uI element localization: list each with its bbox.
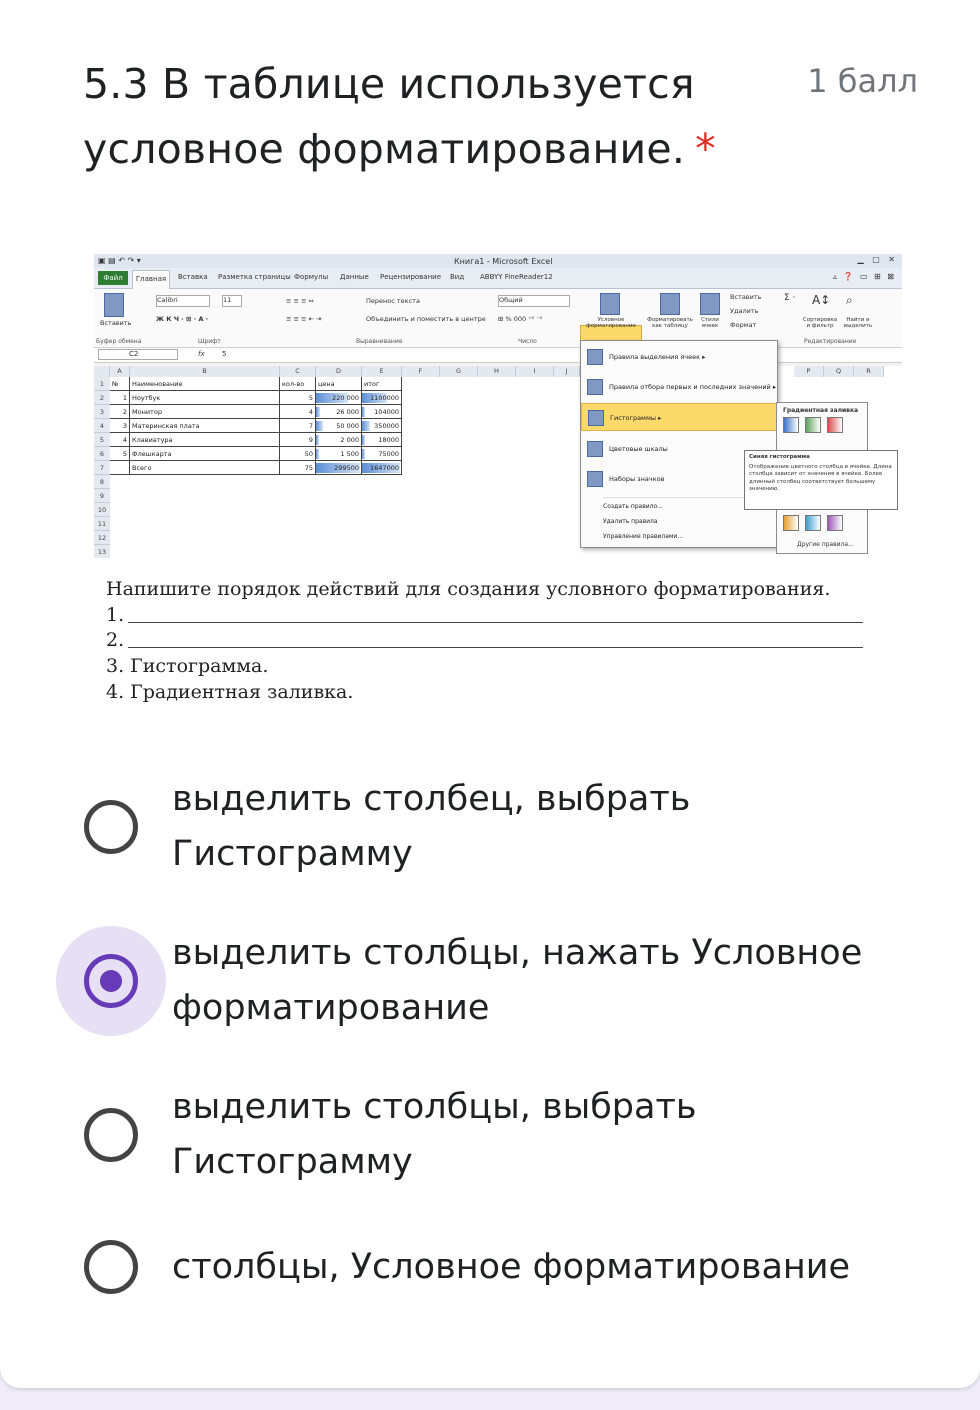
table-cell: 1 500 <box>316 447 362 461</box>
points-label: 1 балл <box>807 62 918 100</box>
column-header: B <box>130 366 280 377</box>
data-bar <box>316 435 319 445</box>
menu-item-label: Цветовые шкалы <box>609 445 668 453</box>
radio-button[interactable] <box>84 1240 138 1294</box>
excel-ribbon <box>94 289 902 348</box>
more-rules-link: Другие правила... <box>797 541 854 548</box>
table-cell: 7 <box>280 419 316 433</box>
group-editing: Редактирование <box>804 338 857 345</box>
table-cell: Ноутбук <box>130 391 280 405</box>
color-scales-icon <box>587 441 603 457</box>
table-cell: 104000 <box>362 405 402 419</box>
wrap-text-label: Перенос текста <box>366 297 420 305</box>
excel-screenshot-image <box>94 254 902 558</box>
menu-item-label: Правила выделения ячеек <box>609 353 700 361</box>
step-4: 4. Градиентная заливка. <box>106 681 354 703</box>
red-data-bar-swatch <box>827 417 843 433</box>
data-bar <box>362 421 370 431</box>
column-header: H <box>478 366 516 377</box>
tab-review: Рецензирование <box>380 273 442 281</box>
tab-view: Вид <box>450 273 465 281</box>
green-data-bar-swatch <box>805 417 821 433</box>
format-table-label: Форматировать как таблицу <box>647 317 693 329</box>
column-header: J <box>554 366 580 377</box>
gradient-fill-title: Градиентная заливка <box>783 407 859 414</box>
table-cell: 75 <box>280 461 316 475</box>
tooltip-text: Отображение цветного столбца в ячейке. Длина столбца зависит от значения в ячейке. Более длинный столбец соответствует большему значению. <box>749 463 892 492</box>
menu-item-top-bottom-rules: Правила отбора первых и последних значений ▸ <box>581 373 777 401</box>
window-controls-icon: ▁ ▢ ✕ <box>857 255 898 264</box>
paste-label: Вставить <box>100 319 132 327</box>
option-label[interactable]: выделить столбец, выбрать Гистограмму <box>172 779 691 874</box>
sort-filter-label: Сортировка и фильтр <box>802 317 838 329</box>
data-bar <box>362 435 365 445</box>
table-cell: 26 000 <box>316 405 362 419</box>
step-1-number: 1. <box>106 604 125 626</box>
paste-icon <box>104 293 124 317</box>
table-cell: 50 000 <box>316 419 362 433</box>
blank-line <box>128 647 863 648</box>
menu-item-manage-rules: Управление правилами... <box>603 533 684 540</box>
cell-styles-icon <box>700 293 720 315</box>
font-style-icons: Ж К Ч · ⊞ · A · <box>156 315 209 323</box>
table-cell: 220 000 <box>316 391 362 405</box>
number-icons: ⊞ % 000 ⁺⁰ ⁻⁰ <box>498 315 543 323</box>
table-header-cell: цена <box>316 377 362 391</box>
option-label[interactable]: выделить столбцы, нажать Условное форматирование <box>172 933 863 1028</box>
table-cell: 350000 <box>362 419 402 433</box>
column-header: I <box>516 366 554 377</box>
menu-item-label: Правила отбора первых и последних значений <box>609 383 771 391</box>
tab-data: Данные <box>340 273 369 281</box>
column-header: C <box>280 366 316 377</box>
menu-item-clear-rules: Удалить правила <box>603 518 658 525</box>
column-header: G <box>440 366 478 377</box>
group-alignment: Выравнивание <box>356 338 403 345</box>
row-header: 13 <box>94 545 110 558</box>
excel-ribbon-tabs <box>94 268 902 289</box>
table-cell: 1 <box>110 391 130 405</box>
column-header: D <box>316 366 362 377</box>
fx-icon: fx <box>198 350 205 358</box>
table-cell: 2 <box>110 405 130 419</box>
radio-button[interactable] <box>84 1108 138 1162</box>
row-header: 12 <box>94 531 110 545</box>
menu-item-data-bars: Гистограммы ▸ <box>581 403 777 431</box>
menu-item-label: Гистограммы <box>610 414 656 422</box>
table-cell: 1100000 <box>362 391 402 405</box>
table-cell: 4 <box>110 433 130 447</box>
conditional-formatting-menu <box>580 340 778 548</box>
column-header: F <box>402 366 440 377</box>
quick-access-icons: ▣ ▤ ↶ ↷ ▾ <box>98 256 141 265</box>
step-2-number: 2. <box>106 629 125 651</box>
lightblue-data-bar-swatch <box>805 515 821 531</box>
sort-icon: A↕ <box>812 293 831 307</box>
table-cell: Монитор <box>130 405 280 419</box>
menu-item-new-rule: Создать правило... <box>603 503 663 510</box>
row-header: 10 <box>94 503 110 517</box>
row-header: 8 <box>94 475 110 489</box>
row-header: 11 <box>94 517 110 531</box>
data-bar-tooltip <box>744 450 898 510</box>
row-header: 2 <box>94 391 110 405</box>
select-all-corner <box>94 366 110 377</box>
data-bar <box>316 449 319 459</box>
menu-item-highlight-rules: Правила выделения ячеек ▸ <box>581 343 777 371</box>
table-header-cell: Наименование <box>130 377 280 391</box>
table-cell: 3 <box>110 419 130 433</box>
help-icon: ▵ ❓ ▭ ⊞ ⊠ <box>832 272 896 281</box>
purple-data-bar-swatch <box>827 515 843 531</box>
column-header: E <box>362 366 402 377</box>
tab-file: Файл <box>98 271 128 285</box>
step-2 <box>106 627 124 653</box>
data-bar <box>316 407 320 417</box>
group-clipboard: Буфер обмена <box>96 338 142 345</box>
formula-bar <box>94 348 902 363</box>
table-cell: 5 <box>110 447 130 461</box>
table-header-cell: итог <box>362 377 402 391</box>
question-text: 5.3 В таблице используется условное форматирование. <box>83 60 695 173</box>
highlight-rules-icon <box>587 349 603 365</box>
row-header: 9 <box>94 489 110 503</box>
group-font: Шрифт <box>198 338 221 345</box>
row-header: 5 <box>94 433 110 447</box>
icon-sets-icon <box>587 471 603 487</box>
table-cell: 2 000 <box>316 433 362 447</box>
data-bars-icon <box>588 410 604 426</box>
tooltip-title: Синяя гистограмма <box>749 454 810 460</box>
table-cell: 1647000 <box>362 461 402 475</box>
step-1 <box>106 602 124 628</box>
option-label[interactable]: выделить столбцы, выбрать Гистограмму <box>172 1087 697 1182</box>
blank-line <box>128 622 863 623</box>
cell-styles-label: Стили ячеек <box>701 317 719 329</box>
table-cell: 18000 <box>362 433 402 447</box>
question-title <box>83 52 733 182</box>
row-header: 1 <box>94 377 110 391</box>
align-icons: ≡ ≡ ≡ ⇔ <box>286 297 314 305</box>
blue-data-bar-swatch <box>783 417 799 433</box>
conditional-formatting-label: Условное форматирование <box>586 317 636 329</box>
table-header-cell: кол-во <box>280 377 316 391</box>
required-mark: * <box>695 125 716 173</box>
tab-insert: Вставка <box>178 273 208 281</box>
orange-data-bar-swatch <box>783 515 799 531</box>
conditional-formatting-icon <box>600 293 620 315</box>
data-bar <box>362 449 365 459</box>
formula-value: 5 <box>222 350 227 358</box>
table-cell: 50 <box>280 447 316 461</box>
radio-button[interactable] <box>84 800 138 854</box>
excel-window-title: Книга1 - Microsoft Excel <box>454 257 553 266</box>
table-cell: 4 <box>280 405 316 419</box>
insert-cells-label: Вставить <box>730 293 762 301</box>
table-header-cell: № <box>110 377 130 391</box>
menu-item-label: Наборы значков <box>609 475 665 483</box>
delete-cells-label: Удалить <box>730 307 759 315</box>
radio-button-selected[interactable] <box>84 954 138 1008</box>
column-header: Q <box>824 366 854 377</box>
merge-label: Объединить и поместить в центре <box>366 315 486 323</box>
row-header: 4 <box>94 419 110 433</box>
table-cell: Всего <box>130 461 280 475</box>
format-table-icon <box>660 293 680 315</box>
table-cell <box>110 461 130 475</box>
row-header: 3 <box>94 405 110 419</box>
font-name-box: Calibri <box>156 295 210 307</box>
top-bottom-icon <box>587 379 603 395</box>
table-cell: 75000 <box>362 447 402 461</box>
column-header: R <box>854 366 884 377</box>
find-icon: ⌕ <box>846 293 853 307</box>
align-icons-2: ≡ ≡ ≡ ⇤ ⇥ <box>286 315 322 323</box>
row-header: 7 <box>94 461 110 475</box>
excel-title-bar <box>94 254 902 268</box>
tab-page-layout: Разметка страницы <box>218 273 291 281</box>
tab-formulas: Формулы <box>294 273 329 281</box>
number-format-box: Общий <box>498 295 570 307</box>
row-header: 6 <box>94 447 110 461</box>
data-bar <box>362 407 365 417</box>
table-cell: 9 <box>280 433 316 447</box>
table-cell: Флешкарта <box>130 447 280 461</box>
table-cell: 299500 <box>316 461 362 475</box>
column-header: P <box>794 366 824 377</box>
table-cell: 5 <box>280 391 316 405</box>
table-cell: Клавиатура <box>130 433 280 447</box>
option-label[interactable]: столбцы, Условное форматирование <box>172 1247 851 1287</box>
table-cell: Материнская плата <box>130 419 280 433</box>
sum-icon: Σ · <box>784 293 796 303</box>
data-bar <box>316 421 323 431</box>
instruction-text: Напишите порядок действий для создания условного форматирования. <box>106 578 831 600</box>
tab-home: Главная <box>132 270 170 289</box>
step-3: 3. Гистограмма. <box>106 655 269 677</box>
column-header: A <box>110 366 130 377</box>
font-size-box: 11 <box>222 295 242 307</box>
format-cells-label: Формат <box>730 321 757 329</box>
tab-abbyy: ABBYY FineReader12 <box>480 273 553 281</box>
name-box: C2 <box>98 349 178 360</box>
find-select-label: Найти и выделить <box>843 317 873 329</box>
group-number: Число <box>518 338 537 345</box>
